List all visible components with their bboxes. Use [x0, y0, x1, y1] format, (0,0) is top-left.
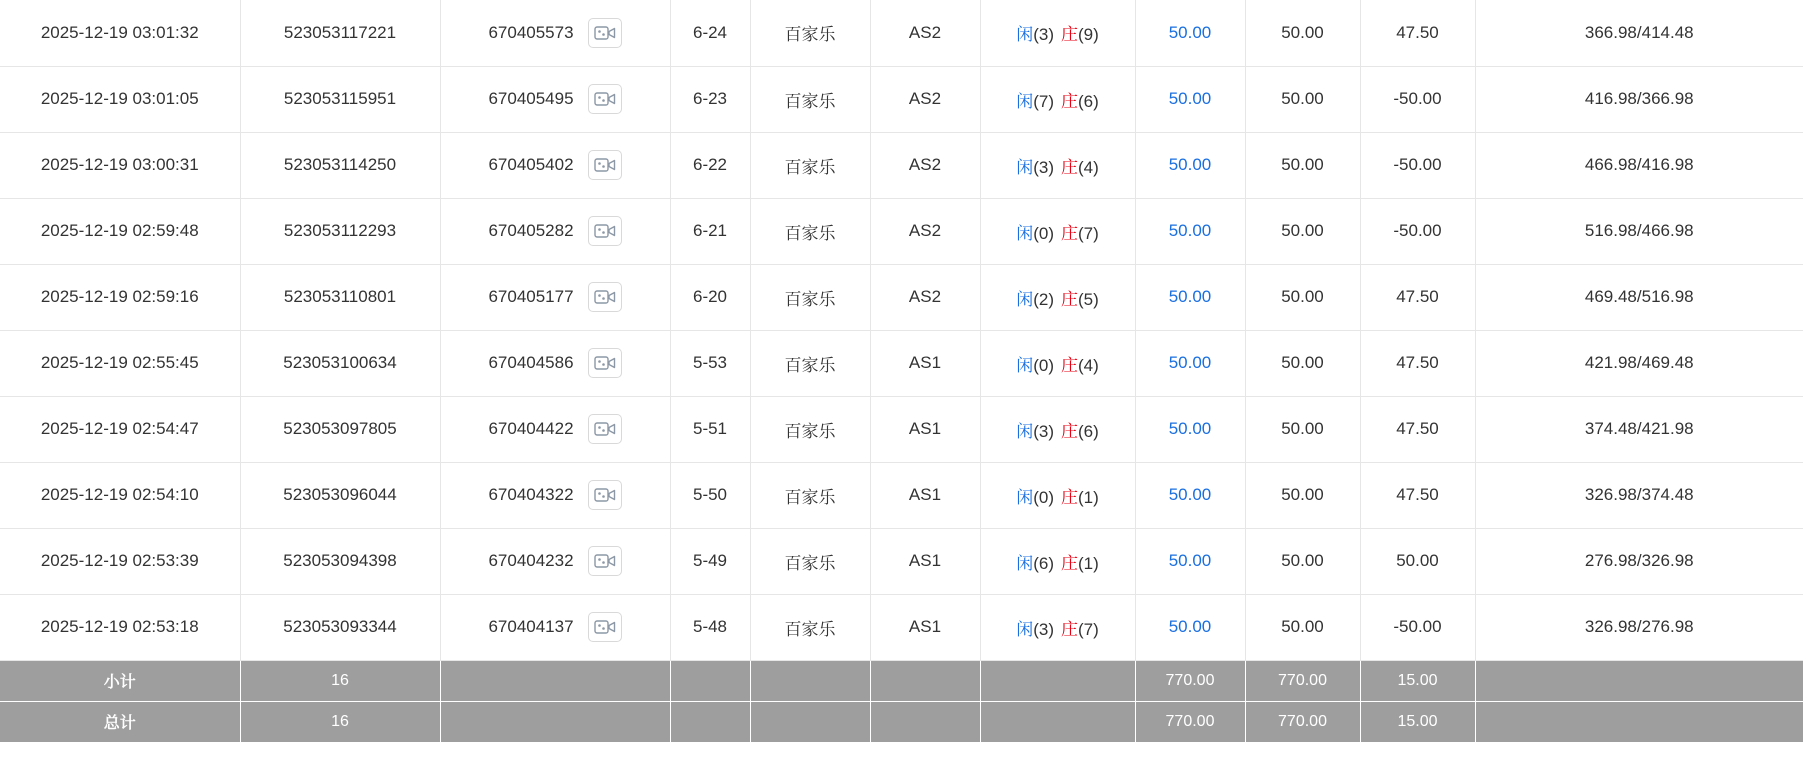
result-banker-value: (1) [1078, 487, 1099, 507]
video-replay-icon[interactable] [588, 546, 622, 576]
result-cell [1016, 87, 1099, 112]
cell-round-id [440, 0, 670, 66]
round-id-text: 670404586 [488, 353, 574, 372]
video-replay-icon[interactable] [588, 18, 622, 48]
bet-amount-link[interactable]: 50.00 [1168, 155, 1212, 174]
cell-bet-amount [1135, 330, 1245, 396]
result-banker-value: (4) [1078, 157, 1099, 177]
cell-result [980, 528, 1135, 594]
round-cell [447, 199, 664, 264]
result-player-label: 闲 [1016, 91, 1034, 111]
result-banker [1061, 615, 1099, 640]
cell-round-id [440, 330, 670, 396]
bet-amount-link[interactable]: 50.00 [1168, 617, 1212, 636]
table-row [0, 132, 1803, 198]
table-row [0, 528, 1803, 594]
result-player-value: (7) [1033, 91, 1054, 111]
cell-bet-id: 523053112293 [240, 198, 440, 264]
bet-amount-link[interactable]: 50.00 [1168, 419, 1212, 438]
cell-valid-amount: 50.00 [1245, 528, 1360, 594]
cell-bet-id: 523053115951 [240, 66, 440, 132]
video-replay-icon[interactable] [588, 348, 622, 378]
cell-balance: 366.98/414.48 [1475, 0, 1803, 66]
total-empty-balance [1475, 701, 1803, 742]
subtotal-empty-round [440, 660, 670, 701]
cell-valid-amount: 50.00 [1245, 396, 1360, 462]
result-player [1016, 219, 1054, 244]
cell-result [980, 396, 1135, 462]
result-banker-label: 庄 [1061, 223, 1078, 243]
round-cell [447, 0, 664, 66]
subtotal-empty-game [750, 660, 870, 701]
cell-table-no: 5-51 [670, 396, 750, 462]
cell-game: 百家乐 [750, 66, 870, 132]
result-player-label: 闲 [1016, 553, 1034, 573]
cell-dealer: AS1 [870, 330, 980, 396]
result-banker [1061, 87, 1099, 112]
subtotal-count: 16 [240, 660, 440, 701]
cell-win-loss: 47.50 [1360, 330, 1475, 396]
cell-bet-id: 523053094398 [240, 528, 440, 594]
cell-time: 2025-12-19 03:00:31 [0, 132, 240, 198]
cell-valid-amount: 50.00 [1245, 198, 1360, 264]
cell-balance: 326.98/374.48 [1475, 462, 1803, 528]
result-cell [1016, 219, 1099, 244]
cell-result [980, 66, 1135, 132]
subtotal-win-loss: 15.00 [1360, 660, 1475, 701]
result-player [1016, 87, 1054, 112]
round-cell [447, 397, 664, 462]
cell-game: 百家乐 [750, 264, 870, 330]
result-banker-label: 庄 [1061, 91, 1078, 111]
cell-game: 百家乐 [750, 396, 870, 462]
cell-time: 2025-12-19 02:53:18 [0, 594, 240, 660]
cell-table-no: 5-53 [670, 330, 750, 396]
result-player-value: (2) [1033, 289, 1054, 309]
cell-bet-id: 523053114250 [240, 132, 440, 198]
result-banker [1061, 549, 1099, 574]
cell-table-no: 5-50 [670, 462, 750, 528]
round-id-text: 670404232 [488, 551, 574, 570]
cell-round-id [440, 396, 670, 462]
subtotal-empty-result [980, 660, 1135, 701]
round-cell [447, 265, 664, 330]
video-replay-icon[interactable] [588, 84, 622, 114]
round-id-text: 670404422 [488, 419, 574, 438]
result-player [1016, 615, 1054, 640]
result-banker-label: 庄 [1061, 553, 1078, 573]
result-banker-label: 庄 [1061, 355, 1078, 375]
cell-win-loss: 47.50 [1360, 264, 1475, 330]
video-replay-icon[interactable] [588, 612, 622, 642]
cell-time: 2025-12-19 03:01:32 [0, 0, 240, 66]
round-id-text: 670405282 [488, 221, 574, 240]
cell-result [980, 264, 1135, 330]
result-cell [1016, 153, 1099, 178]
bet-amount-link[interactable]: 50.00 [1168, 485, 1212, 504]
cell-table-no: 5-48 [670, 594, 750, 660]
cell-valid-amount: 50.00 [1245, 132, 1360, 198]
round-id-text: 670405573 [488, 22, 574, 42]
cell-valid-amount: 50.00 [1245, 594, 1360, 660]
cell-valid-amount: 50.00 [1245, 462, 1360, 528]
cell-bet-amount [1135, 264, 1245, 330]
round-id-text: 670404322 [488, 485, 574, 504]
total-bet-amount: 770.00 [1135, 701, 1245, 742]
result-player-label: 闲 [1016, 421, 1034, 441]
cell-balance: 416.98/366.98 [1475, 66, 1803, 132]
cell-game: 百家乐 [750, 462, 870, 528]
result-cell [1016, 417, 1099, 442]
result-player-label: 闲 [1016, 223, 1034, 243]
result-banker-label: 庄 [1061, 619, 1078, 639]
result-player [1016, 351, 1054, 376]
video-replay-icon[interactable] [588, 150, 622, 180]
cell-result [980, 132, 1135, 198]
cell-win-loss: -50.00 [1360, 198, 1475, 264]
cell-win-loss: 50.00 [1360, 528, 1475, 594]
cell-dealer: AS2 [870, 132, 980, 198]
table-row [0, 198, 1803, 264]
cell-balance: 469.48/516.98 [1475, 264, 1803, 330]
cell-game: 百家乐 [750, 132, 870, 198]
result-banker [1061, 219, 1099, 244]
result-player-value: (0) [1033, 487, 1054, 507]
total-label: 总计 [0, 701, 240, 742]
cell-bet-id: 523053110801 [240, 264, 440, 330]
cell-bet-id: 523053100634 [240, 330, 440, 396]
bet-amount-link[interactable]: 50.00 [1168, 89, 1212, 108]
result-banker-value: (9) [1078, 25, 1099, 45]
cell-bet-amount [1135, 594, 1245, 660]
cell-bet-amount [1135, 66, 1245, 132]
round-cell [447, 67, 664, 132]
video-replay-icon[interactable] [588, 282, 622, 312]
result-banker [1061, 417, 1099, 442]
cell-valid-amount: 50.00 [1245, 264, 1360, 330]
cell-win-loss: -50.00 [1360, 594, 1475, 660]
total-row [0, 701, 1803, 742]
cell-bet-amount [1135, 198, 1245, 264]
cell-table-no: 6-23 [670, 66, 750, 132]
table-row [0, 66, 1803, 132]
subtotal-bet-amount: 770.00 [1135, 660, 1245, 701]
cell-round-id [440, 528, 670, 594]
cell-table-no: 6-20 [670, 264, 750, 330]
cell-dealer: AS1 [870, 528, 980, 594]
round-id-text: 670405177 [488, 287, 574, 306]
cell-win-loss: -50.00 [1360, 66, 1475, 132]
result-player-value: (3) [1033, 619, 1054, 639]
result-player-label: 闲 [1016, 619, 1034, 639]
bet-amount-link[interactable]: 50.00 [1168, 551, 1212, 570]
cell-win-loss: 47.50 [1360, 0, 1475, 66]
table-row [0, 462, 1803, 528]
round-cell [447, 331, 664, 396]
total-empty-dealer [870, 701, 980, 742]
bet-amount-link[interactable]: 50.00 [1168, 287, 1212, 306]
result-banker-label: 庄 [1061, 289, 1078, 309]
result-banker-value: (6) [1078, 421, 1099, 441]
subtotal-row [0, 660, 1803, 701]
total-win-loss: 15.00 [1360, 701, 1475, 742]
result-player-value: (3) [1033, 157, 1054, 177]
table-row [0, 396, 1803, 462]
total-empty-game [750, 701, 870, 742]
cell-valid-amount: 50.00 [1245, 0, 1360, 66]
round-cell [447, 133, 664, 198]
result-player-value: (3) [1033, 421, 1054, 441]
cell-valid-amount: 50.00 [1245, 330, 1360, 396]
cell-result [980, 330, 1135, 396]
cell-table-no: 6-24 [670, 0, 750, 66]
cell-round-id [440, 198, 670, 264]
result-banker-label: 庄 [1061, 157, 1078, 177]
total-empty-result [980, 701, 1135, 742]
cell-bet-id: 523053097805 [240, 396, 440, 462]
cell-bet-id: 523053096044 [240, 462, 440, 528]
cell-bet-amount [1135, 0, 1245, 66]
cell-game: 百家乐 [750, 528, 870, 594]
bet-amount-link[interactable]: 50.00 [1168, 221, 1212, 240]
cell-game: 百家乐 [750, 198, 870, 264]
result-player [1016, 417, 1054, 442]
result-player-value: (0) [1033, 355, 1054, 375]
round-id-text: 670404137 [488, 617, 574, 636]
cell-round-id [440, 594, 670, 660]
result-banker-value: (7) [1078, 223, 1099, 243]
result-banker-value: (4) [1078, 355, 1099, 375]
result-player-value: (0) [1033, 223, 1054, 243]
cell-time: 2025-12-19 02:53:39 [0, 528, 240, 594]
result-player [1016, 153, 1054, 178]
total-count: 16 [240, 701, 440, 742]
cell-time: 2025-12-19 02:54:10 [0, 462, 240, 528]
result-banker [1061, 351, 1099, 376]
cell-round-id [440, 132, 670, 198]
result-player-label: 闲 [1016, 289, 1034, 309]
cell-result [980, 0, 1135, 66]
round-cell [447, 529, 664, 594]
cell-bet-amount [1135, 396, 1245, 462]
table-row [0, 264, 1803, 330]
round-cell [447, 595, 664, 660]
cell-valid-amount: 50.00 [1245, 66, 1360, 132]
cell-round-id [440, 264, 670, 330]
cell-bet-amount [1135, 528, 1245, 594]
cell-dealer: AS2 [870, 198, 980, 264]
result-banker [1061, 20, 1099, 45]
subtotal-label: 小计 [0, 660, 240, 701]
video-replay-icon[interactable] [588, 414, 622, 444]
cell-result [980, 198, 1135, 264]
bet-amount-link[interactable]: 50.00 [1168, 353, 1212, 372]
video-replay-icon[interactable] [588, 216, 622, 246]
subtotal-empty-table [670, 660, 750, 701]
result-banker-label: 庄 [1061, 487, 1078, 507]
cell-table-no: 6-22 [670, 132, 750, 198]
cell-result [980, 462, 1135, 528]
cell-win-loss: 47.50 [1360, 462, 1475, 528]
total-empty-table [670, 701, 750, 742]
result-banker-value: (1) [1078, 553, 1099, 573]
result-cell [1016, 20, 1099, 45]
video-replay-icon[interactable] [588, 480, 622, 510]
cell-balance: 326.98/276.98 [1475, 594, 1803, 660]
result-banker [1061, 285, 1099, 310]
result-banker-label: 庄 [1061, 25, 1078, 45]
cell-round-id [440, 66, 670, 132]
cell-time: 2025-12-19 02:59:48 [0, 198, 240, 264]
table-row [0, 594, 1803, 660]
result-cell [1016, 285, 1099, 310]
cell-win-loss: 47.50 [1360, 396, 1475, 462]
result-cell [1016, 483, 1099, 508]
result-player-label: 闲 [1016, 157, 1034, 177]
table-row [0, 0, 1803, 66]
cell-table-no: 6-21 [670, 198, 750, 264]
result-banker-value: (5) [1078, 289, 1099, 309]
result-banker-value: (6) [1078, 91, 1099, 111]
cell-bet-amount [1135, 462, 1245, 528]
cell-dealer: AS2 [870, 66, 980, 132]
cell-game: 百家乐 [750, 330, 870, 396]
result-player-value: (6) [1033, 553, 1054, 573]
result-player-label: 闲 [1016, 355, 1034, 375]
result-cell [1016, 615, 1099, 640]
cell-win-loss: -50.00 [1360, 132, 1475, 198]
cell-time: 2025-12-19 02:54:47 [0, 396, 240, 462]
round-cell [447, 463, 664, 528]
cell-dealer: AS1 [870, 594, 980, 660]
result-player [1016, 20, 1054, 45]
cell-balance: 276.98/326.98 [1475, 528, 1803, 594]
cell-table-no: 5-49 [670, 528, 750, 594]
round-id-text: 670405495 [488, 89, 574, 108]
subtotal-valid-amount: 770.00 [1245, 660, 1360, 701]
result-player [1016, 483, 1054, 508]
result-banker [1061, 483, 1099, 508]
cell-dealer: AS1 [870, 462, 980, 528]
cell-balance: 421.98/469.48 [1475, 330, 1803, 396]
result-player-label: 闲 [1016, 487, 1034, 507]
subtotal-empty-dealer [870, 660, 980, 701]
cell-time: 2025-12-19 03:01:05 [0, 66, 240, 132]
result-banker-value: (7) [1078, 619, 1099, 639]
cell-bet-id: 523053117221 [240, 0, 440, 66]
result-cell [1016, 351, 1099, 376]
cell-time: 2025-12-19 02:59:16 [0, 264, 240, 330]
cell-game: 百家乐 [750, 0, 870, 66]
cell-dealer: AS2 [870, 0, 980, 66]
bet-amount-link[interactable]: 50.00 [1168, 22, 1212, 42]
cell-dealer: AS2 [870, 264, 980, 330]
result-cell [1016, 549, 1099, 574]
result-player-label: 闲 [1016, 25, 1034, 45]
result-banker-label: 庄 [1061, 421, 1078, 441]
cell-balance: 516.98/466.98 [1475, 198, 1803, 264]
cell-balance: 374.48/421.98 [1475, 396, 1803, 462]
round-id-text: 670405402 [488, 155, 574, 174]
subtotal-empty-balance [1475, 660, 1803, 701]
cell-bet-id: 523053093344 [240, 594, 440, 660]
cell-result [980, 594, 1135, 660]
total-valid-amount: 770.00 [1245, 701, 1360, 742]
cell-game: 百家乐 [750, 594, 870, 660]
cell-dealer: AS1 [870, 396, 980, 462]
cell-round-id [440, 462, 670, 528]
cell-time: 2025-12-19 02:55:45 [0, 330, 240, 396]
result-player-value: (3) [1033, 25, 1054, 45]
cell-balance: 466.98/416.98 [1475, 132, 1803, 198]
total-empty-round [440, 701, 670, 742]
result-player [1016, 285, 1054, 310]
result-player [1016, 549, 1054, 574]
table-row [0, 330, 1803, 396]
result-banker [1061, 153, 1099, 178]
cell-bet-amount [1135, 132, 1245, 198]
